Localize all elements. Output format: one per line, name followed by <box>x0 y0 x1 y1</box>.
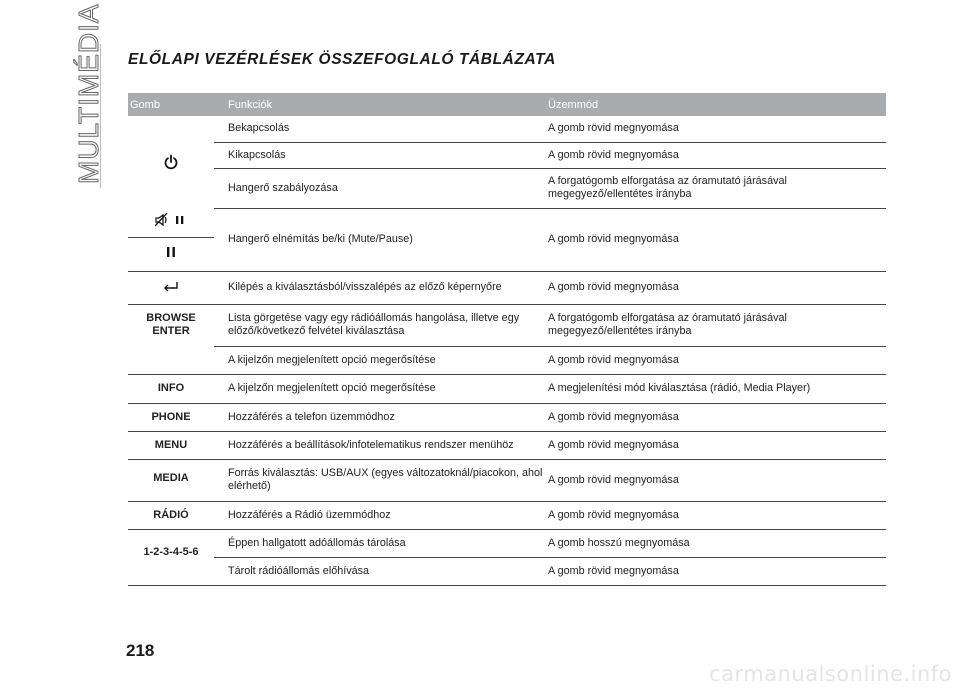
table-row <box>128 431 886 459</box>
header-uzemmod: Üzemmód <box>546 93 886 116</box>
table-row <box>128 403 886 431</box>
pause-cell <box>128 237 214 271</box>
func-cell: Kikapcsolás <box>214 142 546 168</box>
table-row <box>128 208 886 237</box>
mute-pause-icon <box>155 213 187 231</box>
radio-label: RÁDIÓ <box>128 501 214 529</box>
power-cell <box>128 116 214 208</box>
table-row <box>128 459 886 501</box>
mode-cell: A gomb rövid megnyomása <box>546 557 886 585</box>
mode-cell: A gomb hosszú megnyomása <box>546 529 886 557</box>
func-cell: Forrás kiválasztás: USB/AUX (egyes változatoknál/piacokon, ahol elérhető) <box>214 459 546 501</box>
table-row <box>128 501 886 529</box>
back-icon <box>162 280 180 296</box>
table-row <box>128 346 886 374</box>
mode-cell: A gomb rövid megnyomása <box>546 431 886 459</box>
header-funkciok: Funkciók <box>214 93 546 116</box>
mute-pause-cell <box>128 208 214 237</box>
menu-label: MENU <box>128 431 214 459</box>
func-cell: Éppen hallgatott adóállomás tárolása <box>214 529 546 557</box>
func-cell: Bekapcsolás <box>214 116 546 142</box>
mode-cell: A gomb rövid megnyomása <box>546 116 886 142</box>
func-cell: Hangerő szabályozása <box>214 168 546 208</box>
table-row <box>128 529 886 557</box>
pause-icon <box>165 246 177 262</box>
func-cell: A kijelzőn megjelenített opció megerősítése <box>214 374 546 403</box>
func-cell: Lista görgetése vagy egy rádióállomás hangolása, illetve egy előző/következő felvétel kiválasztása <box>214 304 546 346</box>
section-label: MULTIMÉDIA <box>73 3 104 184</box>
header-gomb: Gomb <box>128 93 214 116</box>
watermark: carmanualsonline.info <box>709 662 952 686</box>
func-cell: A kijelzőn megjelenített opció megerősítése <box>214 346 546 374</box>
table-row <box>128 116 886 142</box>
mode-cell: A megjelenítési mód kiválasztása (rádió, Media Player) <box>546 374 886 403</box>
func-cell: Hozzáférés a Rádió üzemmódhoz <box>214 501 546 529</box>
table-row <box>128 304 886 346</box>
mode-cell: A gomb rövid megnyomása <box>546 501 886 529</box>
phone-label: PHONE <box>128 403 214 431</box>
func-cell: Hangerő elnémítás be/ki (Mute/Pause) <box>214 208 546 271</box>
media-label: MEDIA <box>128 459 214 501</box>
browse-label: BROWSE <box>146 311 196 324</box>
mode-cell: A gomb rövid megnyomása <box>546 346 886 374</box>
table-row <box>128 168 886 208</box>
controls-table <box>128 93 886 586</box>
mode-cell: A forgatógomb elforgatása az óramutató járásával megegyező/ellentétes irányba <box>546 304 886 346</box>
mode-cell: A gomb rövid megnyomása <box>546 271 886 304</box>
presets-label: 1-2-3-4-5-6 <box>128 529 214 585</box>
mode-cell: A gomb rövid megnyomása <box>546 142 886 168</box>
browse-enter-cell <box>128 304 214 374</box>
func-cell: Hozzáférés a beállítások/infotelematikus rendszer menühöz <box>214 431 546 459</box>
func-cell: Hozzáférés a telefon üzemmódhoz <box>214 403 546 431</box>
mode-cell: A gomb rövid megnyomása <box>546 208 886 271</box>
table-row <box>128 557 886 585</box>
page-number: 218 <box>126 641 155 660</box>
func-cell: Tárolt rádióállomás előhívása <box>214 557 546 585</box>
func-cell: Kilépés a kiválasztásból/visszalépés az előző képernyőre <box>214 271 546 304</box>
table-row <box>128 374 886 403</box>
mode-cell: A gomb rövid megnyomása <box>546 403 886 431</box>
table-row <box>128 142 886 168</box>
power-icon <box>163 154 179 174</box>
mode-cell: A gomb rövid megnyomása <box>546 459 886 501</box>
table-header <box>128 93 886 116</box>
enter-label: ENTER <box>152 324 190 337</box>
page-title: ELŐLAPI VEZÉRLÉSEK ÖSSZEFOGLALÓ TÁBLÁZATA <box>128 51 556 68</box>
info-label: INFO <box>128 374 214 403</box>
mode-cell: A forgatógomb elforgatása az óramutató járásával megegyező/ellentétes irányba <box>546 168 886 208</box>
back-cell <box>128 271 214 304</box>
table-row <box>128 271 886 304</box>
